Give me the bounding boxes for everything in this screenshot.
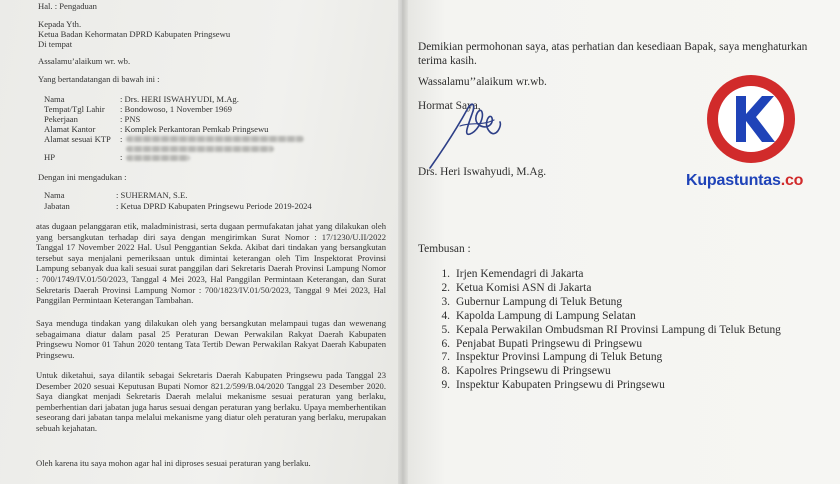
identity-value: : Komplek Perkantoran Pemkab Pringsewu xyxy=(120,124,269,134)
body-paragraph: Oleh karena itu saya mohon agar hal ini diproses sesuai peraturan yang berlaku. xyxy=(36,458,311,468)
identity-label: HP xyxy=(44,152,55,162)
cc-item: 3. Gubernur Lampung di Teluk Betung xyxy=(441,295,623,308)
signer-name: Drs. Heri Iswahyudi, M.Ag. xyxy=(418,166,547,178)
cc-item: 4. Kapolda Lampung di Lampung Selatan xyxy=(441,309,636,322)
closing-salam: Wassalamu’’alaikum wr.wb. xyxy=(418,76,547,88)
identity-value: : Drs. HERI ISWAHYUDI, M.Ag. xyxy=(120,94,239,104)
body-paragraph: atas dugaan pelanggaran etik, maladministrasi, serta dugaan permufakatan jahat yang dilakukan oleh yang bersangkutan terhadap diri saya dengan mengirimkan Surat Nomor : 17/1230/U.II/2022 Tanggal 17 November 2022 Hal. Usul Penggantian Sekda. Akibat dari tindakan yang bersangkutan tersebut saya menjalani pemeriksaan untuk dimintai keterangan oleh Tim Inspektorat Provinsi Lampung sebanyak dua kali sesuai surat panggilan dari Sekretaris Daerah Provinsi Lampung Nomor : 700/1749/IV.01/50/2023, Tanggal 4 Mei 2023, Hal Panggilan Permintaan Keterangan, dan Surat Sekretaris Daerah Provinsi Lampung Nomor : 700/1823/IV.01/50/2023, Tanggal 9 Mei 2023, Hal Panggilan Permintaan Keterangan Tambahan. xyxy=(36,221,386,306)
brand-watermark xyxy=(686,172,803,190)
cc-item: 9. Inspektur Kabupaten Pringsewu di Pringsewu xyxy=(441,379,665,392)
handwritten-signature xyxy=(420,96,510,172)
reported-value: : Ketua DPRD Kabupaten Pringsewu Periode 2019-2024 xyxy=(116,201,312,211)
reported-label: Jabatan xyxy=(44,201,70,211)
cc-item: 7. Inspektur Provinsi Lampung di Teluk Betung xyxy=(441,351,663,364)
identity-value: : Bondowoso, 1 November 1969 xyxy=(120,104,232,114)
identity-value: : xyxy=(120,134,123,144)
identity-label: Alamat Kantor xyxy=(44,124,96,134)
letter-page-right xyxy=(402,0,840,484)
reported-label: Nama xyxy=(44,190,65,200)
cc-item: 8. Kapolres Pringsewu di Pringsewu xyxy=(441,365,611,378)
body-paragraph: Saya menduga tindakan yang dilakukan oleh yang bersangkutan melampaui tugas dan wewenang sebagaimana diatur dalam pasal 25 Peraturan Dewan Perwakilan Rakyat Daerah Kabupaten Pringsewu Nomor 01 Tahun 2020 tentang Tata Tertib Dewan Perwakilan Rakyat Daerah Kabupaten Pringsewu. xyxy=(36,318,386,360)
kupastuntas-logo xyxy=(706,74,796,164)
page-fold-shadow xyxy=(398,0,408,484)
brand-name: Kupastuntas xyxy=(686,172,781,189)
cc-item: 5. Kepala Perwakilan Ombudsman RI Provinsi Lampung di Teluk Betung xyxy=(441,323,781,336)
redacted-phone xyxy=(126,155,190,161)
cc-item: 1. Irjen Kemendagri di Jakarta xyxy=(441,268,584,280)
identity-label: Pekerjaan xyxy=(44,114,78,124)
brand-domain: .co xyxy=(780,172,804,189)
identity-label: Tempat/Tgl Lahir xyxy=(44,104,105,114)
addressee-line: Kepada Yth. xyxy=(38,19,82,29)
redacted-address xyxy=(126,136,304,142)
identity-label: Nama xyxy=(44,94,65,104)
identity-label: Alamat sesuai KTP xyxy=(44,134,111,144)
subject-line: Hal. : Pengaduan xyxy=(38,1,97,11)
redacted-address xyxy=(126,146,274,152)
reported-value: : SUHERMAN, S.E. xyxy=(116,190,188,200)
letter-page-left xyxy=(0,0,408,484)
complaint-intro: Dengan ini mengadukan : xyxy=(38,172,127,182)
cc-title: Tembusan : xyxy=(418,243,471,255)
closing-text: Demikian permohonan saya, atas perhatian dan kesediaan Bapak, saya menghaturkan terima kasih. xyxy=(418,41,808,67)
cc-item: 2. Ketua Komisi ASN di Jakarta xyxy=(441,281,592,294)
identity-value: : xyxy=(120,152,123,162)
addressee-line: Di tempat xyxy=(38,39,73,49)
greeting: Assalamu’alaikum wr. wb. xyxy=(38,56,131,66)
cc-item: 6. Penjabat Bupati Pringsewu di Pringsewu xyxy=(441,337,643,350)
regards: Hormat Saya, xyxy=(418,100,481,112)
cc-list xyxy=(432,268,781,393)
intro-text: Yang bertandatangan di bawah ini : xyxy=(38,74,160,84)
body-paragraph: Untuk diketahui, saya dilantik sebagai Sekretaris Daerah Kabupaten Pringsewu pada Tanggal 23 Desember 2020 sesuai Keputusan Bupati Nomor 821.2/599/B.04/2020 Tanggal 23 Desember 2020. Saya diangkat menjadi Sekretaris Daerah melalui mekanisme sesuai peraturan yang berlaku, pemberhentian dari jabatan juga harus sesuai dengan peraturan yang berlaku. Upaya memberhentikan seseorang dari jabatan tanpa melalui mekanisme yang diatur oleh peraturan yang berlaku, merupakan sebuah kejahatan. xyxy=(36,370,386,433)
addressee-line: Ketua Badan Kehormatan DPRD Kabupaten Pringsewu xyxy=(38,29,231,39)
identity-value: : PNS xyxy=(120,114,141,124)
